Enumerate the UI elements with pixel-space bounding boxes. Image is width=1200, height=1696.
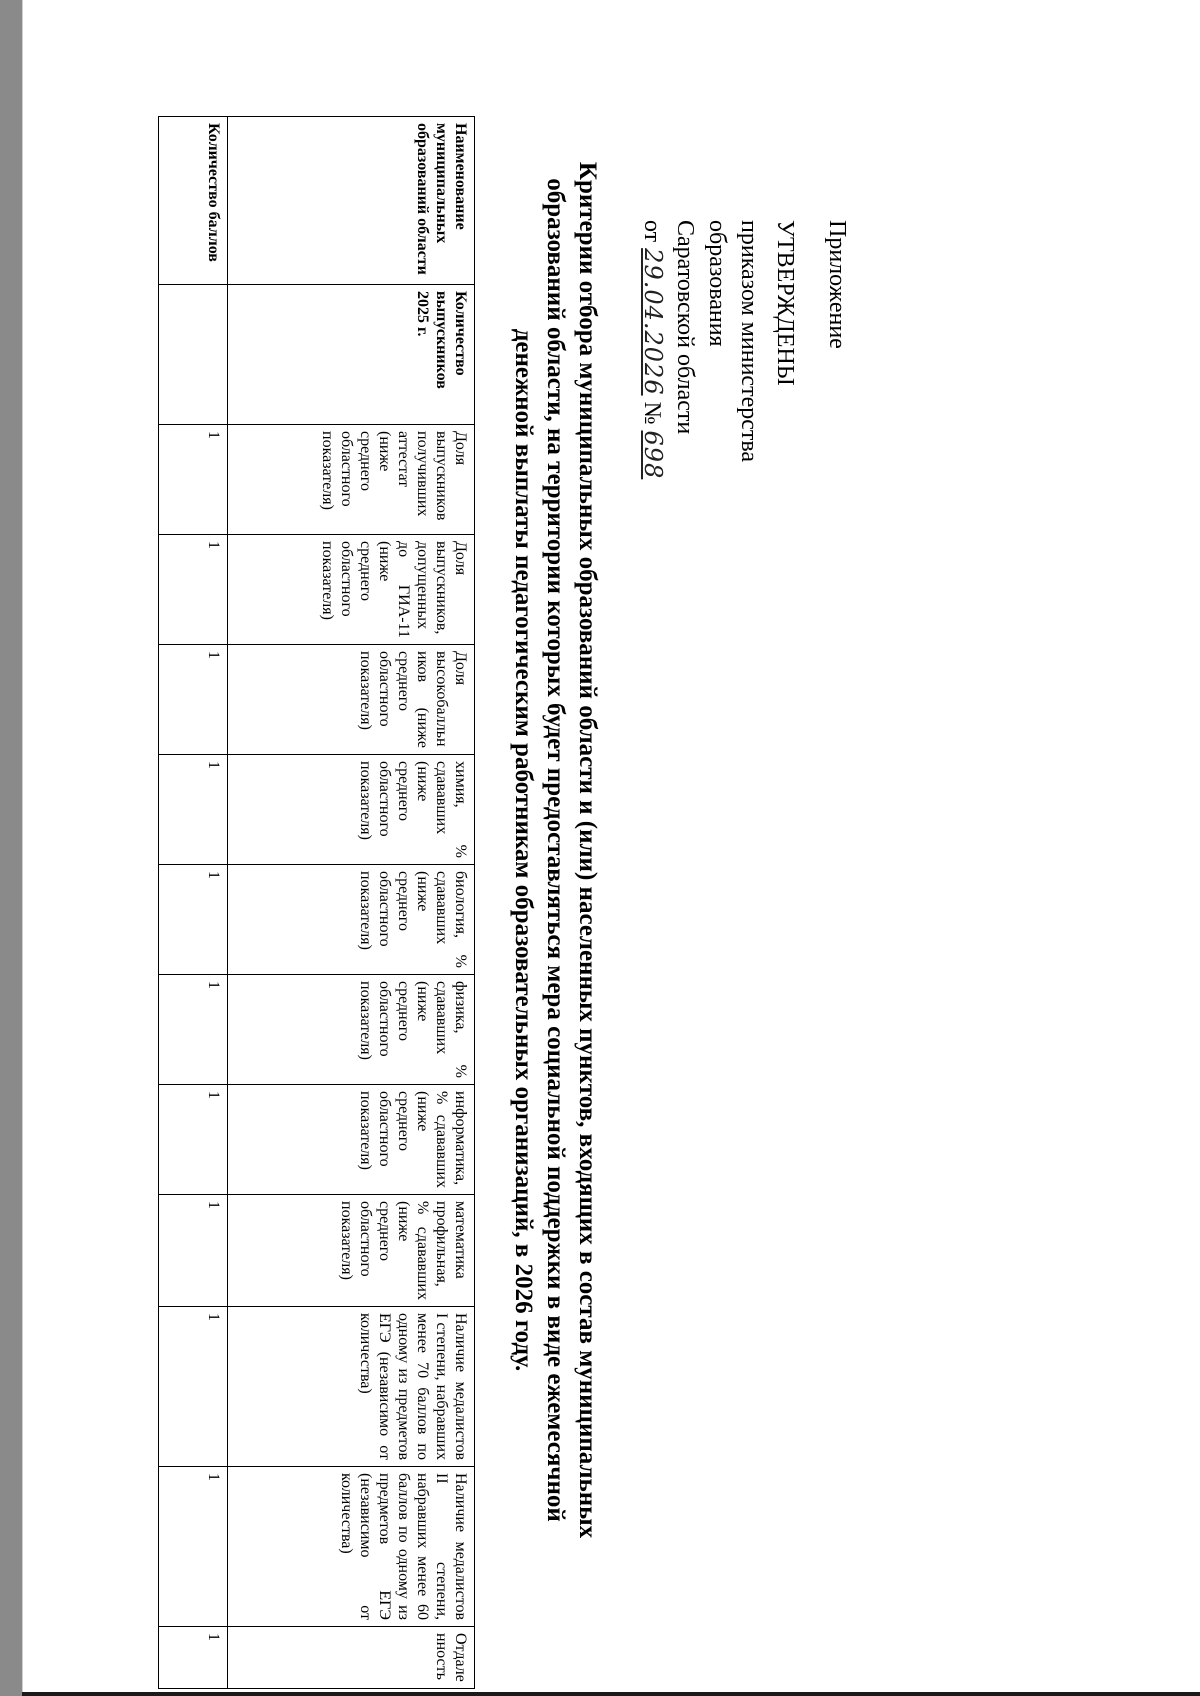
document-title: Критерии отбора муниципальных образований области и (или) населенных пунктов, входящих в состав муниципальных образований области, на территории которых будет предоставляться мера социальной поддержки в виде ежемесячной денежной выплаты педагогическим работникам образовательных организаций, в 2026 году. [510,161,601,1539]
points-cell: 1 [159,1627,228,1689]
column-header: Наличие медалистов II степени, набравших менее 60 баллов по одному из предметов ЕГЭ (независимо от количества) [228,1467,475,1627]
column-header: Доля выпускников, допущенных до ГИА-11 (ниже среднего областного показателя) [228,535,475,645]
points-cell: 1 [159,1307,228,1467]
viewer-left-margin [0,0,22,1696]
column-header: Доля выпускников получивших аттестат (ниже среднего областного показателя) [228,425,475,535]
column-header: математика профильная, % сдававших (ниже среднего областного показателя) [228,1195,475,1307]
order-number: 698 [639,430,667,480]
column-header: Количество выпускников 2025 г. [228,285,475,425]
viewer-bottom-border [22,1692,1200,1696]
approval-line: Саратовской области [672,220,698,435]
column-header: биология, % сдававших (ниже среднего областного показателя) [228,865,475,975]
points-cell: 1 [159,1195,228,1307]
approval-line: образования [704,220,730,347]
column-header: физика, % сдававших (ниже среднего областного показателя) [228,975,475,1085]
order-line [636,220,669,640]
points-cell: 1 [159,535,228,645]
column-header: Отдаленность [228,1627,475,1689]
column-header: Наличие медалистов I степени, набравших менее 70 баллов по одному из предметов ЕГЭ (независимо от количества) [228,1307,475,1467]
rotated-sheet [163,80,1023,1682]
approved-label: УТВЕРЖДЕНЫ [772,220,798,386]
row-label-points: Количество баллов [159,117,228,285]
points-cell [159,285,228,425]
points-cell: 1 [159,1085,228,1195]
points-cell: 1 [159,645,228,755]
number-sign: № [639,401,665,425]
points-cell: 1 [159,975,228,1085]
column-header: Доля высокобалльников (ниже среднего областного показателя) [228,645,475,755]
points-cell: 1 [159,755,228,865]
table-header-row [228,117,475,1689]
approval-block [636,220,853,640]
approval-line: приказом министерства [736,220,762,463]
column-header: информатика, % сдававших (ниже среднего областного показателя) [228,1085,475,1195]
points-cell: 1 [159,425,228,535]
points-cell: 1 [159,865,228,975]
row-label-municipalities: Наименование муниципальных образований области [228,117,475,285]
document-page [22,0,1200,1692]
table-points-row [159,117,228,1689]
criteria-table [158,116,475,1689]
appendix-label: Приложение [824,220,850,349]
order-date: 29.04.2026 [639,248,667,396]
column-header: химия, % сдававших (ниже среднего областного показателя) [228,755,475,865]
order-prefix: от [639,220,665,243]
points-cell: 1 [159,1467,228,1627]
